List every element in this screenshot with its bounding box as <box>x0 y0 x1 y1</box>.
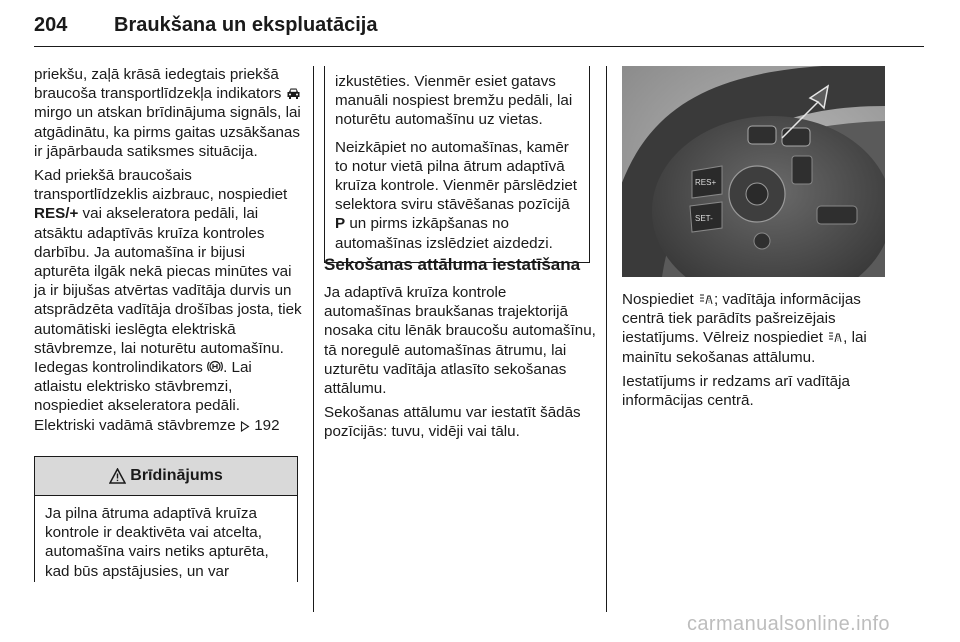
page-reference[interactable]: 192 <box>254 416 280 434</box>
warning-continuation-p2: Neizkāpiet no automašīnas, kamēr to notur vietā pilna ātrum adaptīvā kruīza kontrole. Vienmēr pārslēdziet selektora sviru stāvēšanas pozīcijā P un pirms izkāpšanas no automašīnas izslēdziet aizdedzi. <box>335 138 577 252</box>
warning-triangle-icon <box>109 468 126 484</box>
section-paragraph-1: Ja adaptīvā kruīza kontrole automašīnas braukšanas trajektorijā nosaka citu lēnāk braucošu automašīnu, tā noregulē automašīnas ātrumu, lai uzturētu vadītāja atlasīto sekošanas attālumu. <box>324 284 596 398</box>
column-2 <box>324 255 596 447</box>
column-divider-1 <box>313 66 314 612</box>
res-button-label: RES+ <box>695 178 717 187</box>
section-heading: Sekošanas attāluma iestatīšana <box>324 255 581 274</box>
follow-distance-icon <box>827 331 843 344</box>
warning-continuation-p1: izkustēties. Vienmēr esiet gatavs manuāli nospiest bremžu pedāli, lai noturētu automašīnu uz vietas. <box>335 73 573 129</box>
paragraph-2: Kad priekšā braucošais transportlīdzeklis aizbrauc, nospiediet RES/+ vai akseleratora pedāli, lai atsāktu adaptīvās kruīza kontroles darbību. Ja automašīna ir bijusi apturēta ilgāk nekā piecas minūtes vai ja ir bijušas atvērtas vadītāja durvis un atsprādzēta vadītāja drošības josta, tiek automātiski ieslēgta elektriskā stāvbremze, lai noturētu automašīnu. Iedegas kontrolindikators . Lai atlaistu elektrisko stāvbremzi, nospiediet akseleratora pedāli. Elektriski vadāmā stāvbremze 192 <box>34 167 302 434</box>
page-title: Braukšana un ekspluatācija <box>114 14 378 36</box>
hold-indicator-icon <box>207 359 223 374</box>
follow-distance-icon <box>698 293 714 306</box>
instruction-paragraph-2: Iestatījums ir redzams arī vadītāja informācijas centrā. <box>622 372 850 410</box>
column-3 <box>622 290 892 415</box>
warning-header <box>35 457 297 496</box>
watermark: carmanualsonline.info <box>687 613 890 635</box>
warning-body: Ja pilna ātruma adaptīvā kruīza kontrole ir deaktivēta vai atcelta, automašīna vairs netiks apturēta, kad būs apstājusies, un var <box>45 505 269 580</box>
steering-wheel-photo <box>622 66 885 277</box>
column-divider-2 <box>606 66 607 612</box>
page-ref-arrow-icon <box>240 421 250 432</box>
warning-continuation-box <box>324 66 590 263</box>
car-front-icon <box>286 87 301 100</box>
page-header <box>34 6 924 47</box>
set-button-label: SET- <box>695 214 713 223</box>
paragraph-1: priekšu, zaļā krāsā iedegtais priekšā braucoša transportlīdzekļa indikators mirgo un atskan brīdinājuma signāls, lai atgādinātu, ka pirms gaitas uzsākšanas ir jāpārbauda satiksmes situācija. <box>34 66 301 160</box>
column-1 <box>34 65 302 440</box>
warning-box <box>34 456 298 582</box>
section-paragraph-2: Sekošanas attālumu var iestatīt šādās pozīcijās: tuvu, vidēji vai tālu. <box>324 404 581 441</box>
page-number: 204 <box>34 14 68 36</box>
instruction-paragraph-1: Nospiediet ; vadītāja informācijas centrā tiek parādīts pašreizējais iestatījums. Vēlreiz nospiediet , lai mainītu sekošanas attālumu. <box>622 291 867 366</box>
warning-title: Brīdinājums <box>130 467 223 484</box>
